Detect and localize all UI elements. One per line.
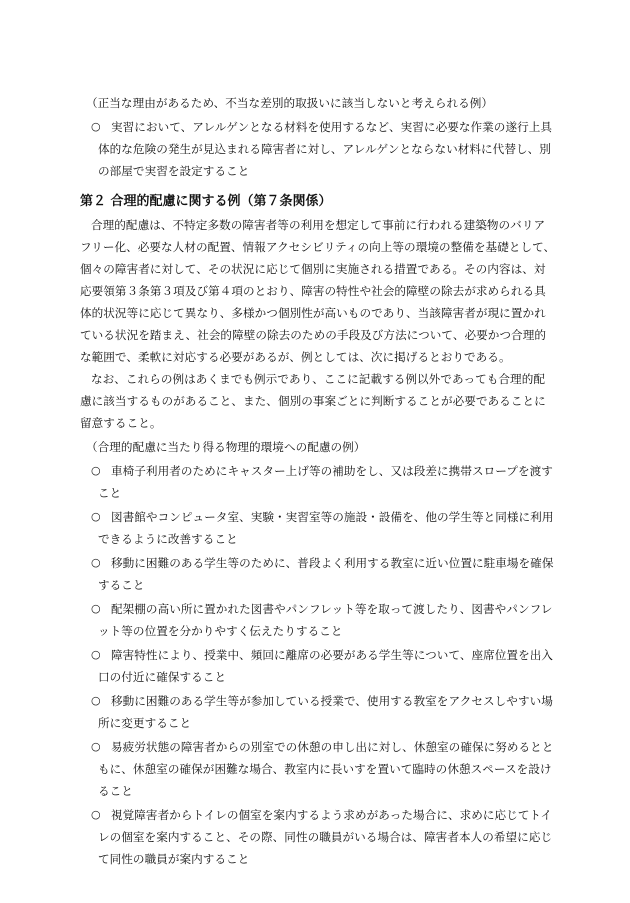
bullet-icon: ○ [91, 120, 101, 133]
caption-unjust-discrimination-examples: （正当な理由があるため、不当な差別的取扱いに該当しないと考えられる例） [86, 96, 494, 110]
list-item-line: の部屋で実習を設定すること [98, 164, 250, 178]
bullet-icon: ○ [91, 602, 101, 615]
paragraph-line: ている状況を踏まえ、社会的障壁の除去のための手段及び方法について、必要かつ合理的 [80, 328, 546, 342]
bullet-icon: ○ [91, 648, 101, 661]
list-item-line: 視覚障害者からトイレの個室を案内するよう求めがあった場合に、求めに応じてトイ [111, 808, 552, 822]
list-item-line: 障害特性により、授業中、頻回に離席の必要がある学生等について、座席位置を出入 [111, 648, 554, 662]
bullet-icon: ○ [91, 808, 101, 821]
list-item-line: 体的な危険の発生が見込まれる障害者に対し、アレルゲンとならない材料に代替し、別 [98, 142, 551, 156]
bullet-icon: ○ [91, 740, 101, 753]
paragraph-line: 留意すること。 [80, 416, 162, 430]
list-item-line: 配架棚の高い所に置かれた図書やパンフレット等を取って渡したり、図書やパンフレ [111, 602, 553, 616]
bullet-icon: ○ [91, 464, 101, 477]
list-item-line: 易疲労状態の障害者からの別室での休憩の申し出に対し、休憩室の確保に努めるとと [111, 740, 554, 754]
list-item-line: 車椅子利用者のためにキャスター上げ等の補助をし、又は段差に携帯スロープを渡す [111, 464, 553, 478]
caption-reasonable-accommodation-examples: （合理的配慮に当たり得る物理的環境への配慮の例） [86, 440, 366, 454]
list-item-line: すること [98, 578, 145, 592]
paragraph-line: 体的状況等に応じて異なり、多様かつ個別性が高いものであり、当該障害者が現に置かれ [80, 306, 546, 320]
list-item-line: 移動に困難のある学生等が参加している授業で、使用する教室をアクセスしやすい場 [111, 694, 553, 708]
list-item-line: もに、休憩室の確保が困難な場合、教室内に長いすを置いて臨時の休憩スペースを設け [98, 762, 552, 776]
list-item-line: ット等の位置を分かりやすく伝えたりすること [98, 624, 343, 638]
paragraph-line: なお、これらの例はあくまでも例示であり、ここに記載する例以外であっても合理的配 [91, 372, 545, 386]
section-heading: 第２ 合理的配慮に関する例（第７条関係） [80, 194, 332, 209]
list-item-line: レの個室を案内すること、その際、同性の職員がいる場合は、障害者本人の希望に応じ [98, 830, 553, 844]
bullet-icon: ○ [91, 510, 101, 523]
paragraph-line: 応要領第３条第３項及び第４項のとおり、障害の特性や社会的障壁の除去が求められる具 [80, 284, 546, 298]
list-item-line: ること [98, 784, 133, 798]
list-item-line: て同性の職員が案内すること [98, 852, 250, 866]
list-item-line: 所に変更すること [98, 716, 192, 730]
paragraph-line: 合理的配慮は、不特定多数の障害者等の利用を想定して事前に行われる建築物のバリア [91, 218, 546, 232]
list-item-line: できるように改善すること [98, 532, 238, 546]
paragraph-line: 個々の障害者に対して、その状況に応じて個別に実施される措置である。その内容は、対 [80, 262, 546, 276]
list-item-line: 実習において、アレルゲンとなる材料を使用するなど、実習に必要な作業の遂行上具 [111, 120, 553, 134]
list-item-line: こと [98, 486, 122, 500]
paragraph-line: な範囲で、柔軟に対応する必要があるが、例としては、次に掲げるとおりである。 [80, 350, 511, 364]
list-item-line: 移動に困難のある学生等のために、普段よく利用する教室に近い位置に駐車場を確保 [111, 556, 554, 570]
paragraph-line: フリー化、必要な人材の配置、情報アクセシビリティの向上等の環境の整備を基礎として、 [80, 240, 556, 254]
paragraph-line: 慮に該当するものがあること、また、個別の事案ごとに判断することが必要であることに [80, 394, 546, 408]
bullet-icon: ○ [91, 694, 101, 707]
bullet-icon: ○ [91, 556, 101, 569]
list-item-line: 図書館やコンピュータ室、実験・実習室等の施設・設備を、他の学生等と同様に利用 [111, 510, 554, 524]
list-item-line: 口の付近に確保すること [98, 670, 227, 684]
